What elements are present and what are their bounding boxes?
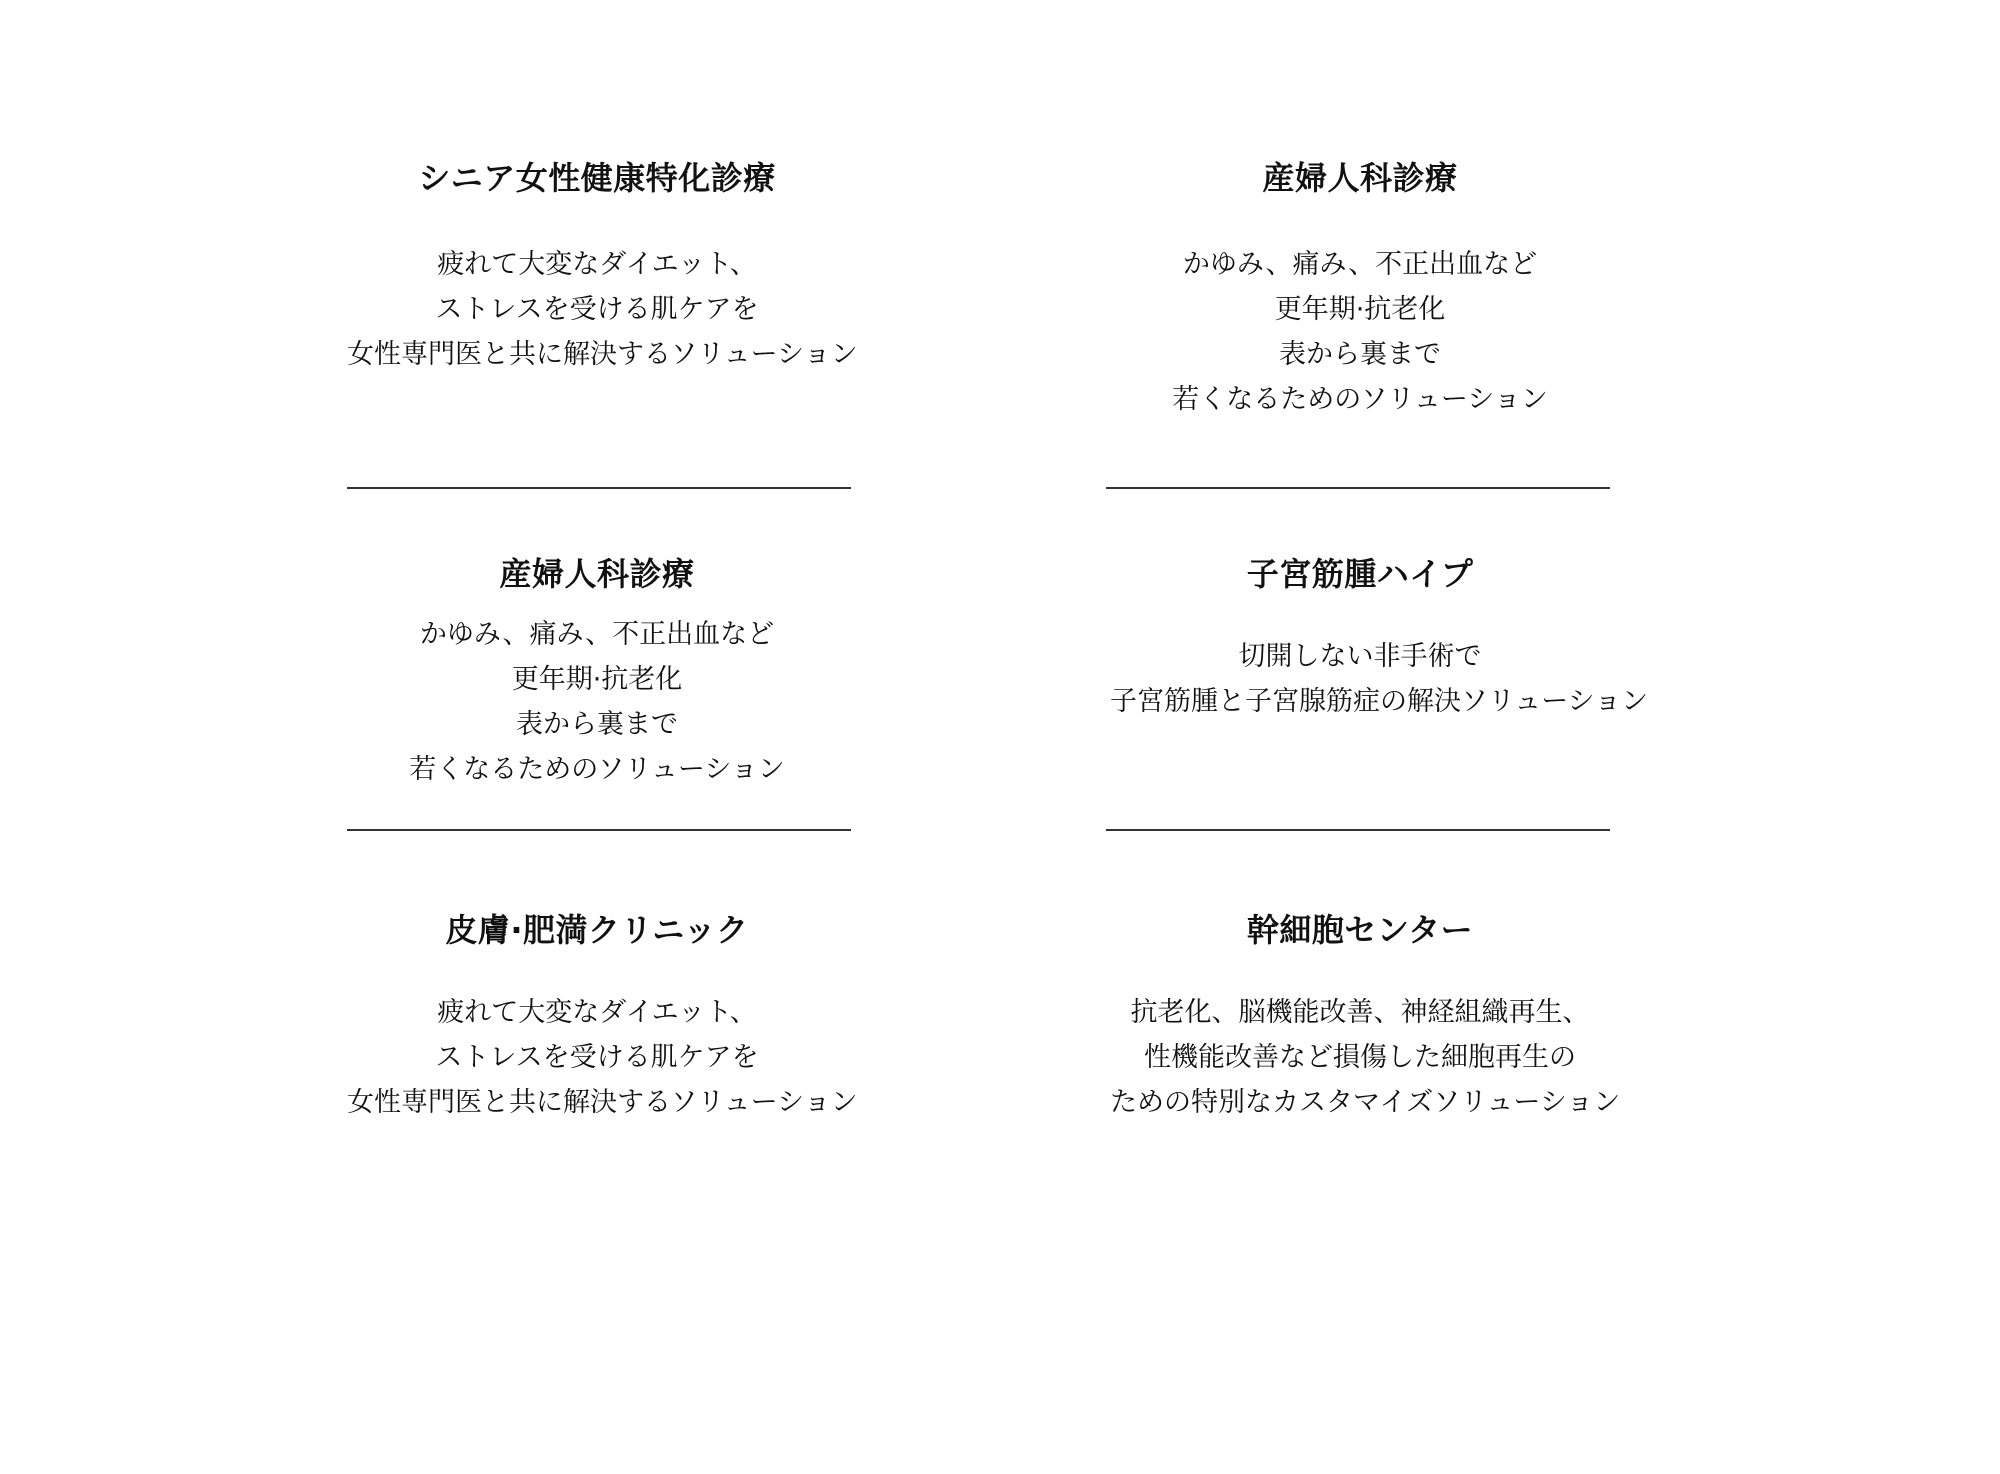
description-line: かゆみ、痛み、不正出血など [1182,249,1538,280]
description-line: 疲れて大変なダイエット、 [437,997,757,1028]
description-line: 切開しない非手術で [1238,641,1482,672]
section-divider [1106,829,1610,831]
section-divider [347,487,851,489]
description-line: 若くなるためのソリューション [409,754,785,785]
description-line: 更年期·抗老化 [511,664,683,695]
section-uterine-fibroid-hifu [1110,554,1649,724]
description-line: ストレスを受ける肌ケアを [435,1042,759,1073]
section-title: 皮膚·肥満クリニック [445,911,749,949]
section-divider [1106,487,1610,489]
description-line: ストレスを受ける肌ケアを [435,294,759,325]
section-title: シニア女性健康特化診療 [418,159,776,197]
description-line: 表から裏まで [516,709,678,740]
description-line: 女性専門医と共に解決するソリューション [347,1087,858,1118]
section-title: 子宮筋腫ハイプ [1246,555,1474,593]
section-skin-obesity-clinic [347,910,858,1125]
description-line: 抗老化、脳機能改善、神経組織再生、 [1130,997,1590,1028]
description-line: 性機能改善など損傷した細胞再生の [1144,1042,1576,1073]
section-description [347,612,847,792]
description-line: 子宮筋腫と子宮腺筋症の解決ソリューション [1110,686,1649,717]
section-description [1110,634,1649,724]
section-description [1110,242,1610,422]
section-description [347,990,858,1125]
section-divider [347,829,851,831]
description-line: 更年期·抗老化 [1274,294,1446,325]
description-line: ための特別なカスタマイズソリューション [1110,1087,1621,1118]
description-line: 女性専門医と共に解決するソリューション [347,339,858,370]
section-title: 産婦人科診療 [1262,159,1458,197]
section-obgyn-1 [1110,158,1610,422]
section-stem-cell-center [1110,910,1621,1125]
section-title: 産婦人科診療 [499,555,695,593]
section-description [1110,990,1621,1125]
description-line: かゆみ、痛み、不正出血など [419,619,775,650]
description-line: 表から裏まで [1279,339,1441,370]
section-description [347,242,858,377]
section-obgyn-2 [347,554,847,792]
description-line: 疲れて大変なダイエット、 [437,249,757,280]
section-senior-women-health [347,158,858,377]
description-line: 若くなるためのソリューション [1172,384,1548,415]
section-title: 幹細胞センター [1246,911,1474,949]
